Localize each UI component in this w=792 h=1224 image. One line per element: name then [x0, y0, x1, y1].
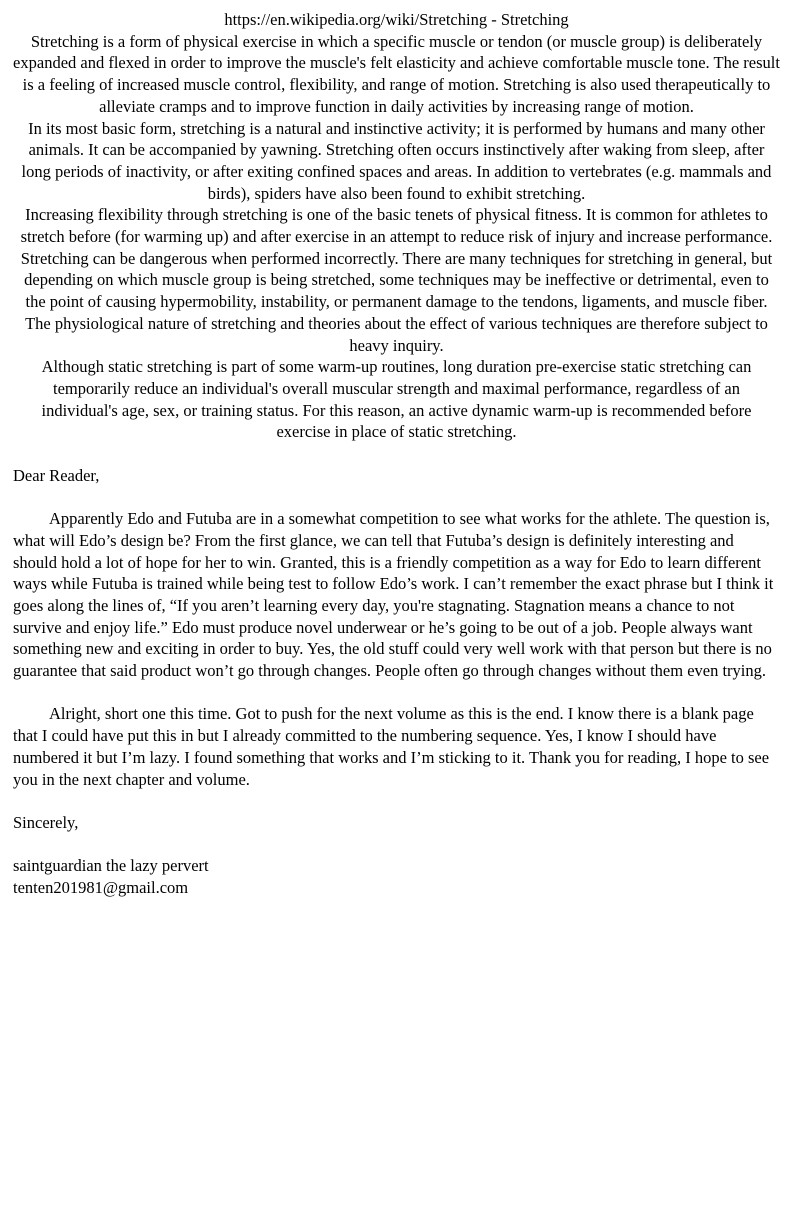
spacer — [13, 682, 780, 704]
article-paragraph: Increasing flexibility through stretching is one of the basic tenets of physical fitness. It is common for athletes to stretch before (for warming up) and after exercise in an attempt to reduce risk of injury and increase performance. — [20, 205, 773, 247]
letter-paragraph: Apparently Edo and Futuba are in a somewhat competition to see what works for the athlete. The question is, what will Edo’s design be? From the first glance, we can tell that Futuba’s design is definitely interesting and should hold a lot of hope for her to win. Granted, this is a friendly competition as a way for Edo to learn different ways while Futuba is trained while being test to follow Edo’s work. I can’t remember the exact phrase but I think it goes along the lines of, “If you aren’t learning every day, you're stagnating. Stagnation means a chance to not survive and enjoy life.” Edo must produce novel underwear or he’s going to be out of a job. People always want something new and exciting in order to buy. Yes, the old stuff could very well work with that person but there is no guarantee that said product won’t go through changes. People often go through changes without them even trying. — [13, 509, 774, 681]
spacer — [13, 834, 780, 856]
author-letter — [13, 465, 780, 899]
letter-paragraph: Alright, short one this time. Got to push for the next volume as this is the end. I know there is a blank page that I could have put this in but I already committed to the numbering sequence. Yes, I know I should have numbered it but I’m lazy. I found something that works and I’m sticking to it. Thank you for reading, I hope to see you in the next chapter and volume. — [13, 704, 770, 789]
spacer — [13, 790, 780, 812]
source-url: https://en.wikipedia.org/wiki/Stretching — [224, 10, 488, 29]
signature-email: tenten201981@gmail.com — [13, 878, 189, 898]
article-paragraph: Stretching is a form of physical exercise in which a specific muscle or tendon (or muscle group) is deliberately expanded and flexed in order to improve the muscle's felt elasticity and achieve comfortable muscle tone. The result is a feeling of increased muscle control, flexibility, and range of motion. Stretching is also used therapeutically to alleviate cramps and to improve function in daily activities by increasing range of motion. — [13, 31, 780, 116]
header-separator: - — [487, 10, 501, 29]
article-paragraph: Although static stretching is part of some warm-up routines, long duration pre-exercise static stretching can temporarily reduce an individual's overall muscular strength and maximal performance, regardless of an individual's age, sex, or training status. For this reason, an active dynamic warm-up is recommended before exercise in place of static stretching. — [41, 357, 752, 442]
spacer — [13, 443, 780, 465]
article-body — [13, 31, 780, 443]
article-paragraph: In its most basic form, stretching is a natural and instinctive activity; it is performed by humans and many other animals. It can be accompanied by yawning. Stretching often occurs instinctively after waking from sleep, after long periods of inactivity, or after exiting confined spaces and areas. In addition to vertebrates (e.g. mammals and birds), spiders have also been found to exhibit stretching. — [21, 118, 772, 203]
article-paragraph: Stretching can be dangerous when performed incorrectly. There are many techniques for stretching in general, but depending on which muscle group is being stretched, some techniques may be ineffective or detrimental, even to the point of causing hypermobility, instability, or permanent damage to the tendons, ligaments, and muscle fiber. The physiological nature of stretching and theories about the effect of various techniques are therefore subject to heavy inquiry. — [20, 248, 773, 355]
source-header — [13, 9, 780, 31]
letter-closing: Sincerely, — [13, 812, 79, 832]
signature-name: saintguardian the lazy pervert — [13, 856, 209, 876]
article-title: Stretching — [500, 10, 569, 29]
letter-salutation: Dear Reader, — [13, 465, 100, 485]
document-page — [13, 9, 780, 899]
spacer — [13, 486, 780, 508]
